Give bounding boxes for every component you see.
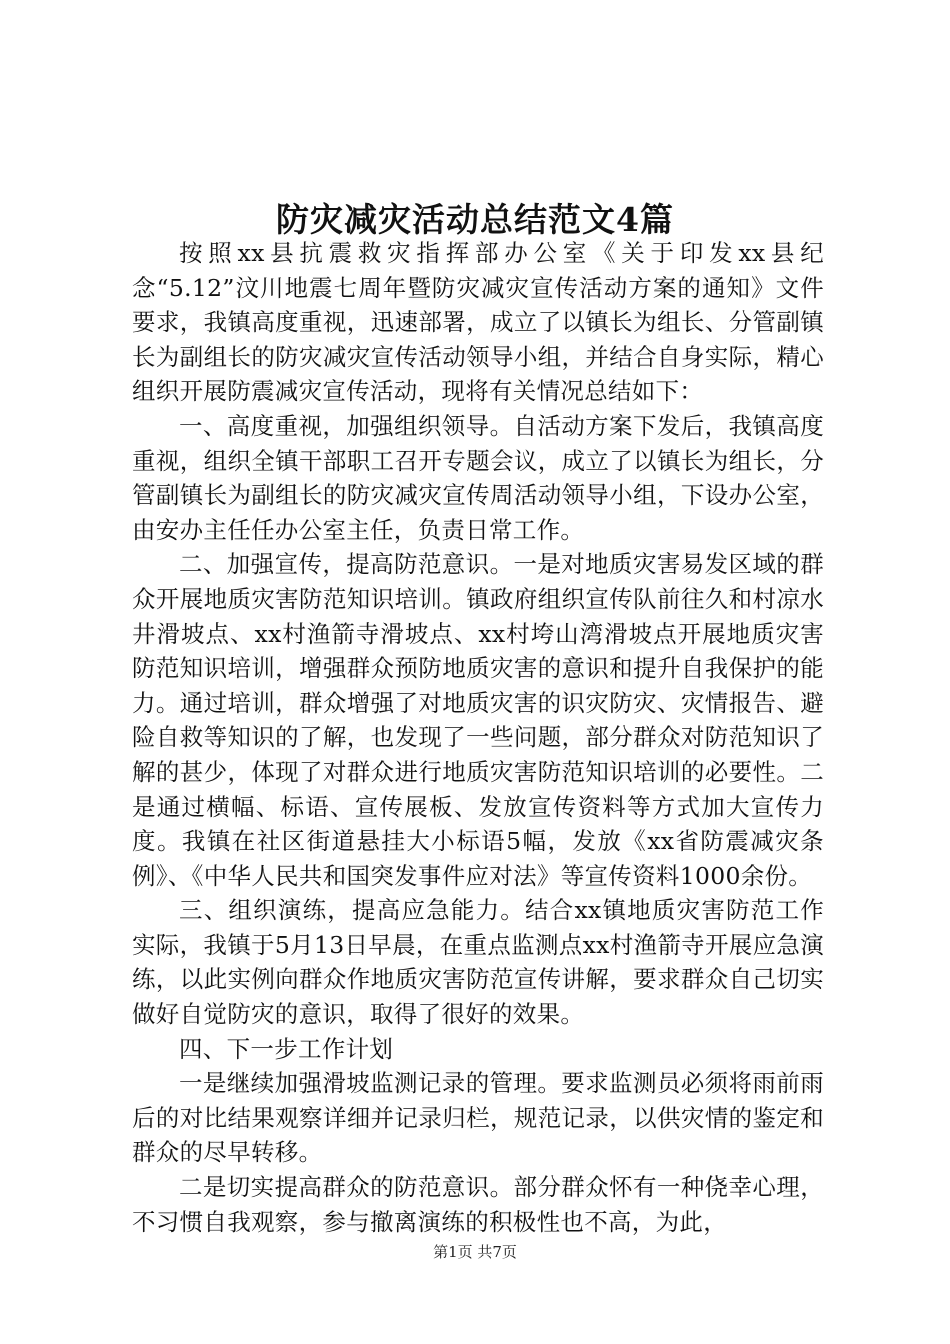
paragraph-section-2: 二、加强宣传，提高防范意识。一是对地质灾害易发区域的群众开展地质灾害防范知识培训。镇政府组织宣传队前往久和村凉水井滑坡点、xx村渔箭寺滑坡点、xx村垮山湾滑坡点开展地质灾害防范知识培训，增强群众预防地质灾害的意识和提升自我保护的能力。通过培训，群众增强了对地质灾害的识灾防灾、灾情报告、避险自救等知识的了解，也发现了一些问题，部分群众对防范知识了解的甚少，体现了对群众进行地质灾害防范知识培训的必要性。二是通过横幅、标语、宣传展板、发放宣传资料等方式加大宣传力度。我镇在社区街道悬挂大小标语5幅，发放《xx省防震减灾条例》、《中华人民共和国突发事件应对法》等宣传资料1000余份。 bbox=[132, 550, 824, 890]
paragraph-section-1: 一、高度重视，加强组织领导。自活动方案下发后，我镇高度重视，组织全镇干部职工召开专题会议，成立了以镇长为组长，分管副镇长为副组长的防灾减灾宣传周活动领导小组，下设办公室，由安办主任任办公室主任，负责日常工作。 bbox=[132, 411, 824, 544]
document-title: 防灾减灾活动总结范文4篇 bbox=[276, 200, 674, 240]
document-body bbox=[132, 236, 824, 1239]
paragraph-section-4-heading: 四、下一步工作计划 bbox=[179, 1034, 394, 1063]
page-footer: 第1页 共7页 bbox=[433, 1243, 517, 1261]
paragraph-intro: 按照xx县抗震救灾指挥部办公室《关于印发xx县纪念“5.12”汶川地震七周年暨防灾减灾宣传活动方案的通知》文件要求，我镇高度重视，迅速部署，成立了以镇长为组长、分管副镇长为副组长的防灾减灾宣传活动领导小组，并结合自身实际，精心组织开展防震减灾宣传活动，现将有关情况总结如下： bbox=[132, 239, 824, 406]
paragraph-plan-2: 二是切实提高群众的防范意识。部分群众怀有一种侥幸心理，不习惯自我观察，参与撤离演练的积极性也不高，为此， bbox=[132, 1173, 824, 1236]
paragraph-plan-1: 一是继续加强滑坡监测记录的管理。要求监测员必须将雨前雨后的对比结果观察详细并记录归栏，规范记录，以供灾情的鉴定和群众的尽早转移。 bbox=[132, 1069, 824, 1167]
paragraph-section-3: 三、组织演练，提高应急能力。结合xx镇地质灾害防范工作实际，我镇于5月13日早晨，在重点监测点xx村渔箭寺开展应急演练，以此实例向群众作地质灾害防范宣传讲解，要求群众自己切实做好自觉防灾的意识，取得了很好的效果。 bbox=[132, 896, 824, 1029]
